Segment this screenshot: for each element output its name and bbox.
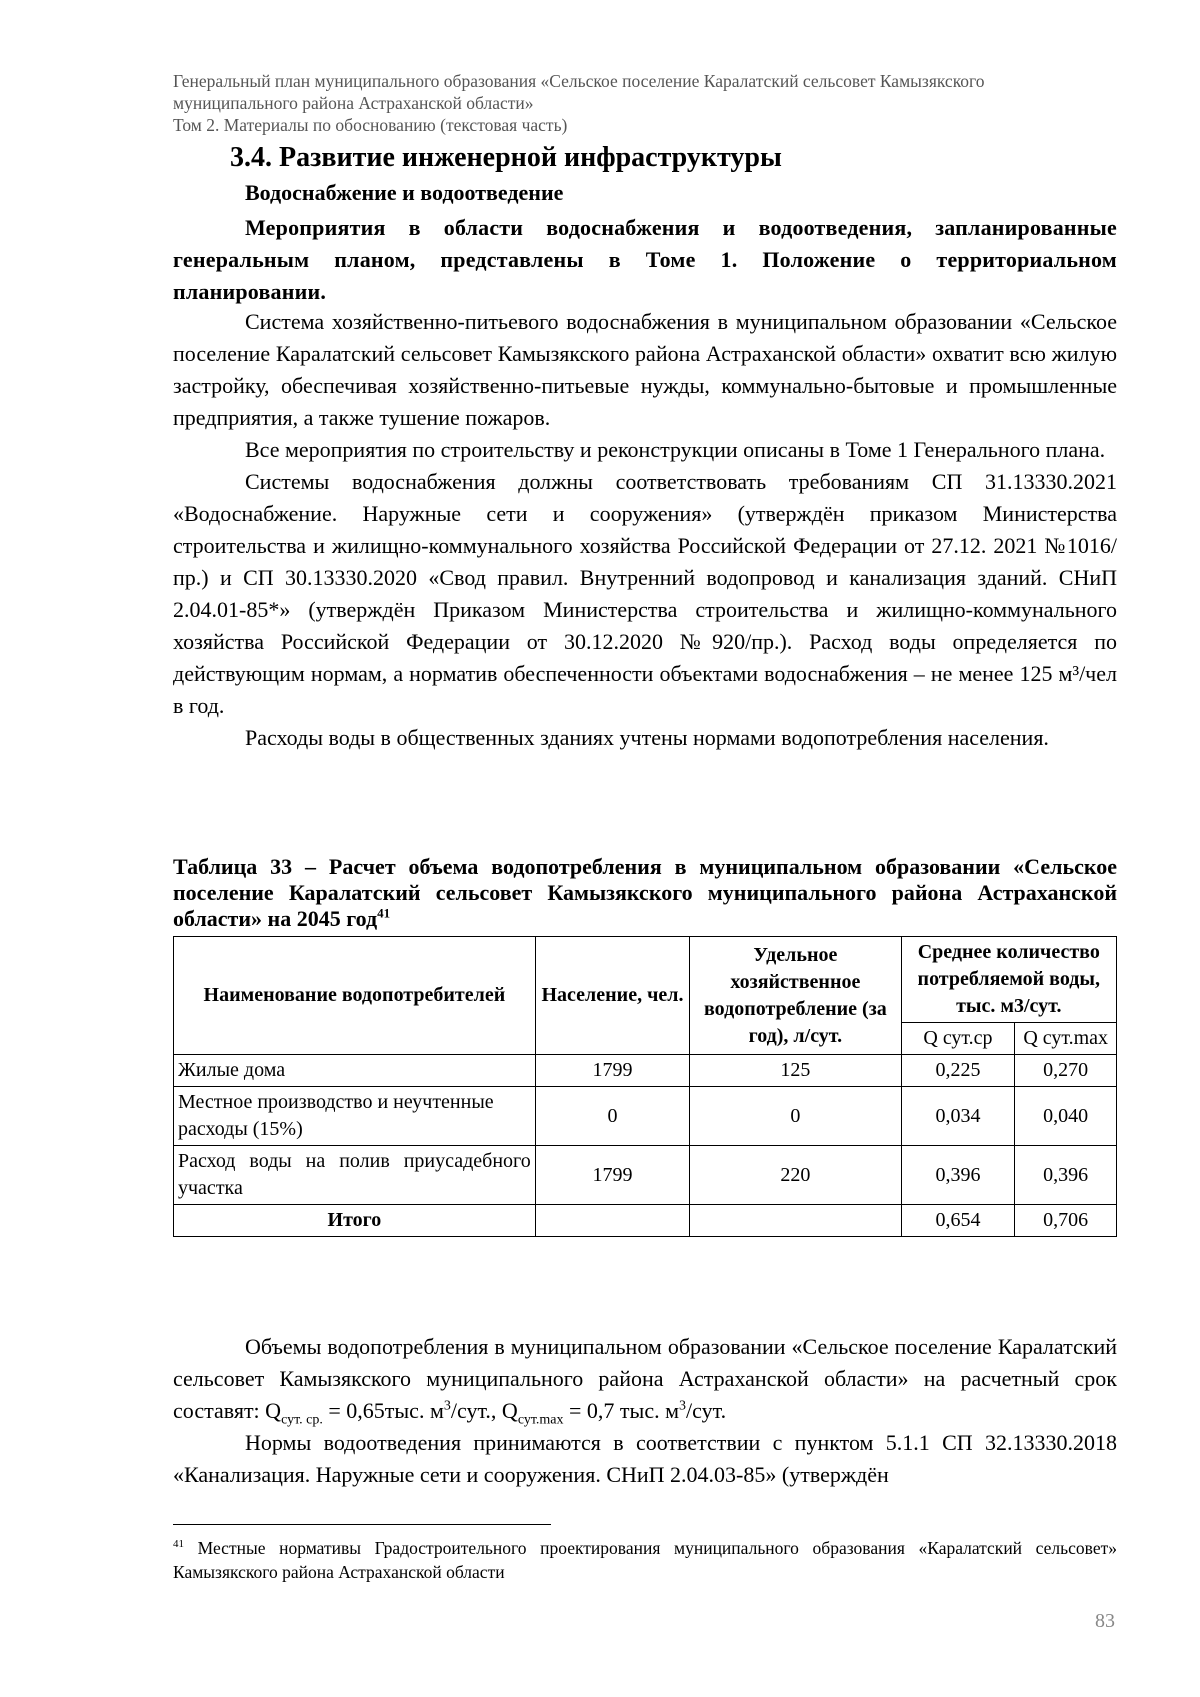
cell-total-label: Итого [174, 1205, 536, 1237]
unit-per-day: /сут., [450, 1398, 502, 1423]
q-symbol: Q [265, 1398, 282, 1423]
cell-q-avg: 0,034 [901, 1087, 1015, 1146]
cell-total-q-avg: 0,654 [901, 1205, 1015, 1237]
header-average: Среднее количество потребляемой воды, тыс. м3/сут. [901, 937, 1116, 1023]
cell-total-q-max: 0,706 [1015, 1205, 1117, 1237]
header-population: Население, чел. [535, 937, 689, 1055]
header-line-2: муниципального района Астраханской области» [173, 93, 534, 113]
q-avg-value: = 0,65тыс. м [322, 1398, 444, 1423]
cell-q-max: 0,270 [1015, 1055, 1117, 1087]
unit-end: /сут. [686, 1398, 727, 1423]
q-symbol: Q [501, 1398, 518, 1423]
cell-specific: 220 [690, 1146, 901, 1205]
cell-specific: 0 [690, 1087, 901, 1146]
page-number: 83 [1095, 1610, 1115, 1632]
paragraph-4: Расходы воды в общественных зданиях учтены нормами водопотребления населения. [245, 725, 1049, 750]
cell-q-avg: 0,396 [901, 1146, 1015, 1205]
table-caption [173, 854, 1117, 932]
footnote-number: 41 [173, 1538, 184, 1551]
header-line-3: Том 2. Материалы по обоснованию (текстовая часть) [173, 115, 568, 135]
cell-q-max: 0,396 [1015, 1146, 1117, 1205]
consumption-summary-paragraph [173, 1331, 1117, 1427]
footnote-ref: 41 [377, 905, 391, 921]
table-caption-text: Таблица 33 – Расчет объема водопотребления в муниципальном образовании «Сельское поселение Каралатский сельсовет Камызякского муниципального района Астраханской области» на 2045 год [173, 854, 1117, 931]
table-row [174, 1146, 1117, 1205]
summary-text: Объемы водопотребления в муниципальном образовании «Сельское поселение Каралатский сельсовет Камызякского муниципального района Астраханской области» на расчетный срок составят: [173, 1334, 1117, 1423]
q-max-value: = 0,7 тыс. м [563, 1398, 680, 1423]
q-max-subscript: сут.max [517, 1412, 564, 1428]
footnote-text: Местные нормативы Градостроительного проектирования муниципального образования «Каралатский сельсовет» Камызякского района Астраханской области [173, 1538, 1117, 1582]
cell-specific: 125 [690, 1055, 901, 1087]
header-line-1: Генеральный план муниципального образования «Сельское поселение Каралатский сельсовет Камызякского [173, 71, 985, 91]
body-paragraphs [173, 306, 1117, 754]
header-name: Наименование водопотребителей [174, 937, 536, 1055]
paragraph-1: Система хозяйственно-питьевого водоснабжения в муниципальном образовании «Сельское поселение Каралатский сельсовет Камызякского района Астраханской области» охватит всю жилую застройку, обеспечивая хозяйственно-питьевые нужды, коммунально-бытовые и промышленные предприятия, а также тушение пожаров. [173, 309, 1117, 430]
table-header-row [174, 937, 1117, 1023]
cube-superscript: 3 [443, 1398, 451, 1414]
running-header [173, 70, 1133, 136]
cube-superscript: 3 [679, 1398, 687, 1414]
cell-name: Расход воды на полив приусадебного участка [174, 1146, 536, 1205]
cell-population: 1799 [535, 1055, 689, 1087]
cell-q-avg: 0,225 [901, 1055, 1015, 1087]
cell-population: 0 [535, 1087, 689, 1146]
paragraph-3: Системы водоснабжения должны соответствовать требованиям СП 31.13330.2021 «Водоснабжение. Наружные сети и сооружения» (утверждён приказом Министерства строительства и жилищно-коммунального хозяйства Российской Федерации от 27.12. 2021 №1016/пр.) и СП 30.13330.2020 «Свод правил. Внутренний водопровод и канализация зданий. СНиП 2.04.01-85*» (утверждён Приказом Министерства строительства и жилищно-коммунального хозяйства Российской Федерации от 30.12.2020 №920/пр.). Расход воды определяется по действующим нормам, а норматив обеспеченности объектами водоснабжения – не менее 125 м³/чел в год. [173, 469, 1117, 718]
paragraph-2: Все мероприятия по строительству и реконструкции описаны в Томе 1 Генерального плана. [245, 437, 1106, 462]
subsection-title: Водоснабжение и водоотведение [245, 180, 564, 205]
after-table-paragraphs [173, 1331, 1117, 1491]
section-title: 3.4. Развитие инженерной инфраструктуры [230, 142, 782, 173]
footnote-separator [173, 1524, 551, 1525]
cell-total-population [535, 1205, 689, 1237]
header-q-avg: Q сут.ср [901, 1023, 1015, 1055]
table-total-row [174, 1205, 1117, 1237]
cell-total-specific [690, 1205, 901, 1237]
header-specific: Удельное хозяйственное водопотребление (за год), л/сут. [690, 937, 901, 1055]
q-avg-subscript: сут. ср. [281, 1412, 323, 1428]
footnote [173, 1536, 1117, 1584]
cell-population: 1799 [535, 1146, 689, 1205]
table-row [174, 1087, 1117, 1146]
bold-paragraph-text: Мероприятия в области водоснабжения и водоотведения, запланированные генеральным планом, представлены в Томе 1. Положение о территориальном планировании. [173, 215, 1117, 304]
cell-name: Жилые дома [174, 1055, 536, 1087]
cell-name: Местное производство и неучтенные расходы (15%) [174, 1087, 536, 1146]
bold-paragraph [173, 212, 1117, 308]
drainage-paragraph: Нормы водоотведения принимаются в соответствии с пунктом 5.1.1 СП 32.13330.2018 «Канализация. Наружные сети и сооружения. СНиП 2.04.03-85» (утверждён [173, 1430, 1117, 1487]
table-row [174, 1055, 1117, 1087]
header-q-max: Q сут.max [1015, 1023, 1117, 1055]
cell-q-max: 0,040 [1015, 1087, 1117, 1146]
water-consumption-table [173, 936, 1117, 1237]
